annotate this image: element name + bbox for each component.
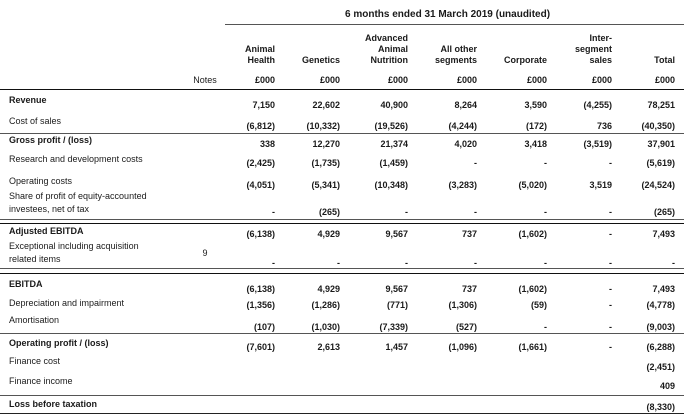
table-cell: 12,270 xyxy=(312,139,340,149)
table-cell: (40,350) xyxy=(641,121,675,131)
table-rule xyxy=(0,413,684,414)
table-cell: (10,332) xyxy=(306,121,340,131)
column-header: sales xyxy=(589,55,612,65)
period-title: 6 months ended 31 March 2019 (unaudited) xyxy=(345,9,551,20)
table-cell: 409 xyxy=(659,381,675,391)
table-cell: (6,138) xyxy=(246,229,275,239)
table-cell: (19,526) xyxy=(374,121,408,131)
table-rule xyxy=(0,223,684,224)
table-cell: - xyxy=(609,300,612,310)
table-cell: 3,590 xyxy=(524,100,547,110)
row-label: Operating costs xyxy=(9,176,73,186)
column-header: All other xyxy=(440,44,477,54)
table-cell: - xyxy=(609,258,612,268)
table-rule xyxy=(0,219,684,220)
row-label: Adjusted EBITDA xyxy=(9,226,84,236)
column-header: Animal xyxy=(244,44,275,54)
table-cell: 7,150 xyxy=(252,100,275,110)
column-unit: £000 xyxy=(387,75,408,85)
table-cell: (10,348) xyxy=(374,180,408,190)
table-cell: 40,900 xyxy=(380,100,408,110)
table-cell: 8,264 xyxy=(454,100,477,110)
table-cell: (107) xyxy=(253,322,275,332)
table-cell: (1,030) xyxy=(311,322,340,332)
table-cell: 737 xyxy=(461,284,477,294)
table-cell: - xyxy=(609,342,612,352)
table-cell: 737 xyxy=(461,229,477,239)
table-cell: - xyxy=(609,207,612,217)
column-header: Total xyxy=(654,55,675,65)
table-cell: 4,929 xyxy=(317,229,340,239)
table-cell: - xyxy=(609,284,612,294)
column-header: Inter- xyxy=(589,33,612,43)
table-cell: 9,567 xyxy=(385,284,408,294)
table-cell: - xyxy=(474,207,477,217)
row-label: Amortisation xyxy=(9,315,60,325)
table-cell: - xyxy=(337,258,340,268)
table-cell: 22,602 xyxy=(312,100,340,110)
table-cell: (7,339) xyxy=(379,322,408,332)
table-cell: - xyxy=(609,158,612,168)
row-label: Revenue xyxy=(9,95,47,105)
row-label: Cost of sales xyxy=(9,116,62,126)
table-cell: 21,374 xyxy=(380,139,408,149)
table-cell: - xyxy=(474,258,477,268)
table-cell: (172) xyxy=(525,121,547,131)
table-rule xyxy=(0,89,684,90)
column-header: Animal xyxy=(377,44,408,54)
table-cell: 4,020 xyxy=(454,139,477,149)
table-cell: - xyxy=(544,158,547,168)
table-cell: - xyxy=(544,322,547,332)
row-label: Gross profit / (loss) xyxy=(9,135,93,145)
row-label: related items xyxy=(9,254,61,264)
row-label: Research and development costs xyxy=(9,154,143,164)
table-rule xyxy=(0,395,684,396)
row-label: Finance cost xyxy=(9,356,61,366)
table-cell: 37,901 xyxy=(647,139,675,149)
table-cell: (2,451) xyxy=(646,362,675,372)
column-unit: £000 xyxy=(254,75,275,85)
table-cell: - xyxy=(405,258,408,268)
table-cell: (5,619) xyxy=(646,158,675,168)
row-label: Depreciation and impairment xyxy=(9,298,125,308)
table-cell: 9,567 xyxy=(385,229,408,239)
table-cell: (7,601) xyxy=(246,342,275,352)
column-header: segment xyxy=(574,44,612,54)
table-cell: (2,425) xyxy=(246,158,275,168)
row-label: Share of profit of equity-accounted xyxy=(9,191,147,201)
table-cell: (6,138) xyxy=(246,284,275,294)
table-cell: 736 xyxy=(596,121,612,131)
table-cell: - xyxy=(609,229,612,239)
table-rule xyxy=(0,273,684,274)
table-cell: (265) xyxy=(318,207,340,217)
period-rule xyxy=(225,24,684,25)
column-header: Corporate xyxy=(503,55,547,65)
table-cell: - xyxy=(544,207,547,217)
table-cell: (1,356) xyxy=(246,300,275,310)
table-cell: (1,661) xyxy=(518,342,547,352)
table-cell: (1,286) xyxy=(311,300,340,310)
column-header: segments xyxy=(434,55,477,65)
table-cell: - xyxy=(474,158,477,168)
table-cell: (265) xyxy=(653,207,675,217)
row-label: EBITDA xyxy=(9,279,43,289)
table-cell: (4,778) xyxy=(646,300,675,310)
row-label: investees, net of tax xyxy=(9,204,90,214)
table-cell: (1,306) xyxy=(448,300,477,310)
table-cell: (4,255) xyxy=(583,100,612,110)
table-cell: 7,493 xyxy=(652,284,675,294)
table-rule xyxy=(0,133,684,134)
note-ref: 9 xyxy=(202,248,208,258)
column-unit: £000 xyxy=(456,75,477,85)
table-cell: 1,457 xyxy=(385,342,408,352)
table-cell: - xyxy=(672,258,675,268)
table-cell: 3,519 xyxy=(589,180,612,190)
notes-header: Notes xyxy=(193,75,217,85)
table-cell: (24,524) xyxy=(641,180,675,190)
table-cell: 4,929 xyxy=(317,284,340,294)
table-cell: 3,418 xyxy=(524,139,547,149)
table-cell: (59) xyxy=(530,300,547,310)
table-cell: - xyxy=(272,258,275,268)
column-header: Nutrition xyxy=(370,55,408,65)
table-cell: (4,244) xyxy=(448,121,477,131)
column-unit: £000 xyxy=(591,75,612,85)
table-cell: (1,459) xyxy=(379,158,408,168)
table-cell: 78,251 xyxy=(647,100,675,110)
column-unit: £000 xyxy=(654,75,675,85)
table-cell: - xyxy=(544,258,547,268)
row-label: Exceptional including acquisition xyxy=(9,241,139,251)
column-unit: £000 xyxy=(526,75,547,85)
table-cell: (771) xyxy=(386,300,408,310)
table-cell: (527) xyxy=(455,322,477,332)
table-cell: - xyxy=(609,322,612,332)
table-cell: (3,519) xyxy=(583,139,612,149)
table-cell: (3,283) xyxy=(448,180,477,190)
table-cell: (8,330) xyxy=(646,402,675,412)
table-cell: (1,602) xyxy=(518,229,547,239)
row-label: Operating profit / (loss) xyxy=(9,338,109,348)
table-cell: (4,051) xyxy=(246,180,275,190)
table-cell: (6,288) xyxy=(646,342,675,352)
table-cell: 2,613 xyxy=(317,342,340,352)
column-header: Health xyxy=(247,55,275,65)
column-unit: £000 xyxy=(319,75,340,85)
column-header: Advanced xyxy=(364,33,408,43)
table-cell: (6,812) xyxy=(246,121,275,131)
table-cell: (9,003) xyxy=(646,322,675,332)
table-cell: (1,096) xyxy=(448,342,477,352)
row-label: Finance income xyxy=(9,376,73,386)
table-rule xyxy=(0,333,684,334)
table-cell: 338 xyxy=(259,139,275,149)
table-cell: (1,602) xyxy=(518,284,547,294)
table-cell: - xyxy=(272,207,275,217)
table-cell: (1,735) xyxy=(311,158,340,168)
table-cell: (5,020) xyxy=(518,180,547,190)
table-rule xyxy=(0,268,684,269)
column-header: Genetics xyxy=(301,55,340,65)
table-cell: 7,493 xyxy=(652,229,675,239)
row-label: Loss before taxation xyxy=(9,399,98,409)
table-cell: (5,341) xyxy=(311,180,340,190)
table-cell: - xyxy=(405,207,408,217)
